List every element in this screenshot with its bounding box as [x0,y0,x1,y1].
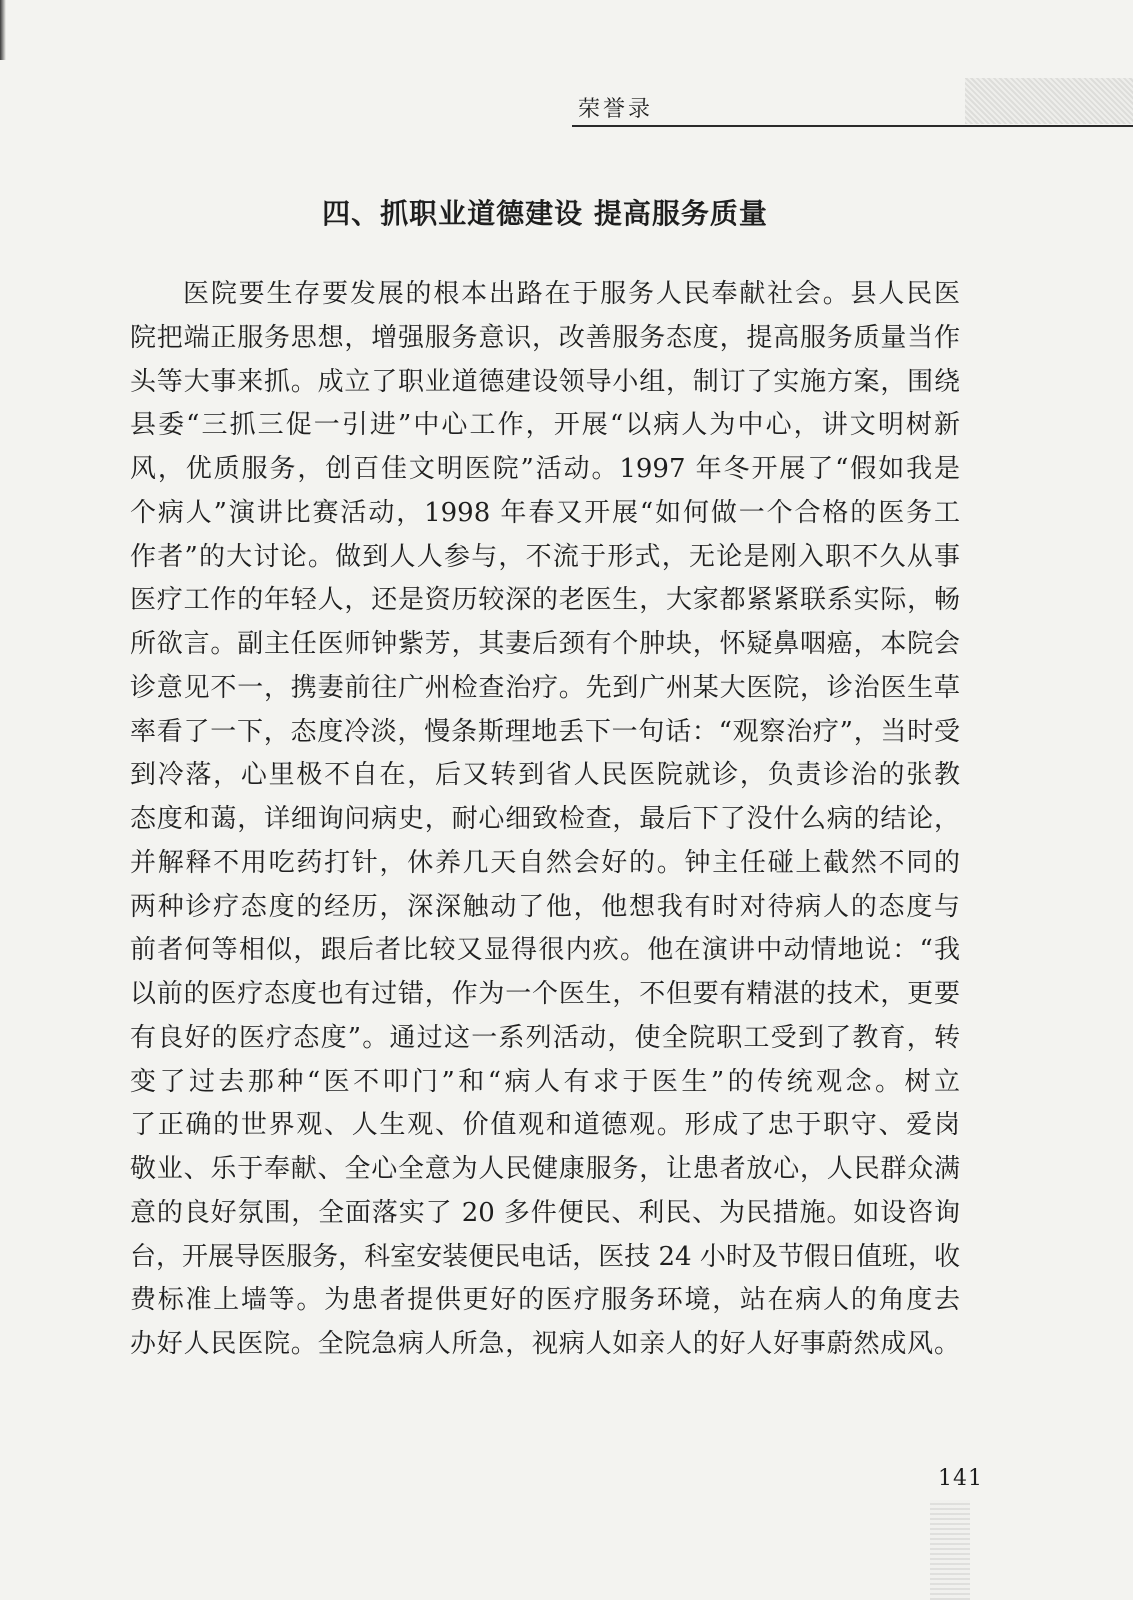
text-line: 敬业、乐于奉献、全心全意为人民健康服务，让患者放心，人民群众满 [130,1154,960,1184]
text-line: 两种诊疗态度的经历，深深触动了他，他想我有时对待病人的态度与 [130,891,960,922]
text-line: 台，开展导医服务，科室安装便民电话，医技 24 小时及节假日值班，收 [130,1241,960,1272]
scan-shading-bottom [930,1500,970,1600]
text-line: 费标准上墙等。为患者提供更好的医疗服务环境，站在病人的角度去 [130,1285,960,1316]
text-line: 个病人”演讲比赛活动，1998 年春又开展“如何做一个合格的医务工 [130,497,960,528]
text-line: 院把端正服务思想，增强服务意识，改善服务态度，提高服务质量当作 [130,322,960,353]
text-line: 风，优质服务，创百佳文明医院”活动。1997 年冬开展了“假如我是 [130,454,960,484]
page-number: 141 [938,1466,983,1491]
text-line: 变了过去那种“医不叩门”和“病人有求于医生”的传统观念。树立 [130,1066,960,1097]
body-paragraph [130,273,960,1367]
text-line: 有良好的医疗态度”。通过这一系列活动，使全院职工受到了教育，转 [130,1022,960,1053]
text-line: 率看了一下，态度冷淡，慢条斯理地丢下一句话：“观察治疗”，当时受 [130,716,960,747]
text-line: 并解释不用吃药打针，休养几天自然会好的。钟主任碰上截然不同的 [130,847,960,878]
text-line: 诊意见不一，携妻前往广州检查治疗。先到广州某大医院，诊治医生草 [130,672,960,703]
text-line: 到冷落，心里极不自在，后又转到省人民医院就诊，负责诊治的张教 [130,760,960,791]
header-rule [572,125,1133,127]
text-line: 态度和蔼，详细询问病史，耐心细致检查，最后下了没什么病的结论， [130,804,960,834]
text-line: 办好人民医院。全院急病人所急，视病人如亲人的好人好事蔚然成风。 [130,1329,960,1359]
text-line: 头等大事来抓。成立了职业道德建设领导小组，制订了实施方案，围绕 [130,366,960,397]
scan-shading-top [965,78,1133,124]
text-line: 前者何等相似，跟后者比较又显得很内疚。他在演讲中动情地说：“我 [130,935,960,966]
running-header-title: 荣誉录 [578,97,654,122]
text-line: 县委“三抓三促一引进”中心工作，开展“以病人为中心，讲文明树新 [130,410,960,441]
text-line: 所欲言。副主任医师钟紫芳，其妻后颈有个肿块，怀疑鼻咽癌，本院会 [130,629,960,659]
text-line: 以前的医疗态度也有过错，作为一个医生，不但要有精湛的技术，更要 [130,979,960,1009]
text-line: 了正确的世界观、人生观、价值观和道德观。形成了忠于职守、爱岗 [130,1110,960,1141]
text-line: 意的良好氛围，全面落实了 20 多件便民、利民、为民措施。如设咨询 [130,1197,960,1228]
text-line: 医院要生存要发展的根本出路在于服务人民奉献社会。县人民医 [183,279,960,309]
text-line: 作者”的大讨论。做到人人参与，不流于形式，无论是刚入职不久从事 [130,541,960,572]
scan-edge-mark [0,0,6,60]
section-title: 四、抓职业道德建设 提高服务质量 [322,197,768,230]
text-line: 医疗工作的年轻人，还是资历较深的老医生，大家都紧紧联系实际，畅 [130,585,960,616]
